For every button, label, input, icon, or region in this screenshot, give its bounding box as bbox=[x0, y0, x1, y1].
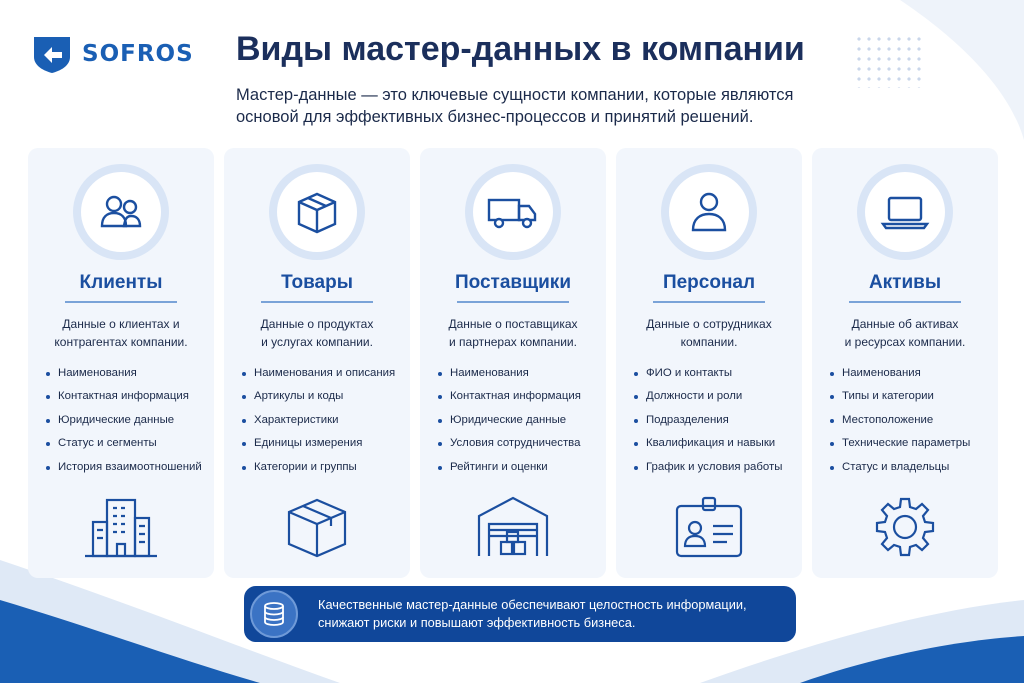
list-item: Наименования bbox=[830, 362, 998, 385]
page-subtitle: Мастер-данные — это ключевые сущности компании, которые являются основой для эффективных бизнес-процессов и принятий решений. bbox=[236, 86, 794, 126]
card-assets bbox=[812, 148, 998, 578]
card-personnel bbox=[616, 148, 802, 578]
list-item: Квалификация и навыки bbox=[634, 432, 802, 455]
card-description: Данные о сотрудниках компании. bbox=[646, 317, 772, 349]
list-item: Типы и категории bbox=[830, 385, 998, 408]
list-item: Контактная информация bbox=[438, 385, 606, 408]
list-item: Контактная информация bbox=[46, 385, 214, 408]
card-divider bbox=[457, 301, 569, 303]
list-item: Характеристики bbox=[242, 409, 410, 432]
list-item: График и условия работы bbox=[634, 456, 802, 479]
database-icon bbox=[260, 600, 288, 628]
list-item: Единицы измерения bbox=[242, 432, 410, 455]
list-item: Технические параметры bbox=[830, 432, 998, 455]
card-list bbox=[616, 362, 802, 479]
sofros-logo-icon bbox=[30, 33, 76, 75]
list-item: История взаимоотношений bbox=[46, 456, 214, 479]
card-description: Данные о клиентах и контрагентах компании. bbox=[54, 317, 188, 349]
office-building-icon bbox=[79, 492, 163, 562]
card-title: Клиенты bbox=[79, 272, 163, 293]
list-item: Местоположение bbox=[830, 409, 998, 432]
list-item: Условия сотрудничества bbox=[438, 432, 606, 455]
brand-name: SOFROS bbox=[82, 41, 194, 67]
list-item: Артикулы и коды bbox=[242, 385, 410, 408]
warehouse-icon bbox=[471, 492, 555, 562]
user-icon bbox=[681, 184, 737, 240]
decorative-dots bbox=[854, 34, 924, 88]
card-suppliers bbox=[420, 148, 606, 578]
card-title: Товары bbox=[281, 272, 353, 293]
icon-ring bbox=[269, 164, 365, 260]
card-clients bbox=[28, 148, 214, 578]
brand-logo bbox=[30, 33, 194, 75]
list-item: Юридические данные bbox=[46, 409, 214, 432]
banner-icon-circle bbox=[250, 590, 298, 638]
banner-text: Качественные мастер-данные обеспечивают целостность информации, снижают риски и повышают эффективность бизнеса. bbox=[318, 597, 747, 630]
users-icon bbox=[93, 184, 149, 240]
card-title: Персонал bbox=[662, 272, 756, 293]
box-icon bbox=[289, 184, 345, 240]
page-title: Виды мастер-данных в компании bbox=[236, 30, 805, 68]
list-item: Должности и роли bbox=[634, 385, 802, 408]
icon-ring bbox=[661, 164, 757, 260]
list-item: Статус и владельцы bbox=[830, 456, 998, 479]
card-divider bbox=[261, 301, 373, 303]
card-list bbox=[812, 362, 998, 479]
list-item: Категории и группы bbox=[242, 456, 410, 479]
icon-ring bbox=[857, 164, 953, 260]
card-description: Данные об активах и ресурсах компании. bbox=[844, 317, 966, 349]
card-list bbox=[420, 362, 606, 479]
card-products bbox=[224, 148, 410, 578]
list-item: ФИО и контакты bbox=[634, 362, 802, 385]
list-item: Наименования и описания bbox=[242, 362, 410, 385]
card-description: Данные о продуктах и услугах компании. bbox=[260, 317, 374, 349]
list-item: Рейтинги и оценки bbox=[438, 456, 606, 479]
list-item: Наименования bbox=[46, 362, 214, 385]
list-item: Наименования bbox=[438, 362, 606, 385]
list-item: Статус и сегменты bbox=[46, 432, 214, 455]
gear-icon bbox=[863, 492, 947, 562]
summary-banner bbox=[244, 586, 796, 642]
card-description: Данные о поставщиках и партнерах компании. bbox=[448, 317, 578, 349]
laptop-icon bbox=[877, 184, 933, 240]
cards-row bbox=[28, 148, 998, 578]
card-list bbox=[224, 362, 410, 479]
card-divider bbox=[65, 301, 177, 303]
list-item: Юридические данные bbox=[438, 409, 606, 432]
id-badge-icon bbox=[667, 492, 751, 562]
package-icon bbox=[275, 492, 359, 562]
card-title: Активы bbox=[868, 272, 942, 293]
card-divider bbox=[653, 301, 765, 303]
icon-ring bbox=[73, 164, 169, 260]
truck-icon bbox=[485, 184, 541, 240]
icon-ring bbox=[465, 164, 561, 260]
list-item: Подразделения bbox=[634, 409, 802, 432]
card-title: Поставщики bbox=[454, 272, 572, 293]
card-list bbox=[28, 362, 214, 479]
card-divider bbox=[849, 301, 961, 303]
